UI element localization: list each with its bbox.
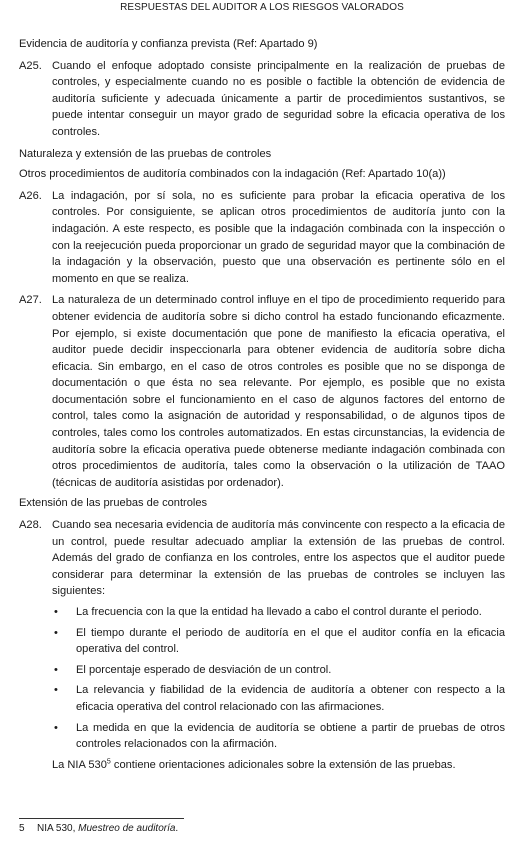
paragraph-text: Cuando sea necesaria evidencia de auditoría más convincente con respecto a la eficacia de un control, puede resultar adecuado ampliar la extensión de las pruebas de control. Además del grado de confianza en los controles, entre los aspectos que el auditor puede considerar para determinar la extensión de las pruebas de controles se incluyen las siguientes:: [52, 519, 505, 598]
bullet-icon: •: [54, 684, 58, 697]
paragraph-text: La indagación, por sí sola, no es suficiente para probar la eficacia operativa de los controles. Por consiguiente, se aplican otros procedimientos de auditoría junto con la indagación. A este respecto, es posible que la indagación combinada con la inspección o con la reejecución pueda proporcionar un grado de seguridad mayor que la combinación de la indagación y la observación, puesto que una observación es pertinente sólo en el momento en que se realiza.: [52, 189, 505, 285]
paragraph-a28: [19, 517, 505, 600]
list-item: • El tiempo durante el periodo de auditoría en el que el auditor confía en la eficacia operativa del control.: [52, 625, 505, 658]
paragraph-a26: [19, 188, 505, 288]
bullet-icon: •: [54, 721, 58, 734]
a28-bullet-list: [19, 604, 505, 753]
paragraph-number: A26.: [19, 189, 42, 202]
paragraph-a25: [19, 58, 505, 141]
bullet-icon: •: [54, 663, 58, 676]
footnote-text: NIA 530, Muestreo de auditoría.: [37, 823, 179, 834]
paragraph-number: A25.: [19, 59, 42, 72]
section-heading-indagacion: Otros procedimientos de auditoría combinados con la indagación (Ref: Apartado 10(a)): [19, 168, 446, 181]
paragraph-text: Cuando el enfoque adoptado consiste principalmente en la realización de pruebas de controles, y especialmente cuando no es posible o factible la obtención de evidencia de auditoría suficiente y adecuada únicamente a partir de procedimientos sustantivos, se puede intentar conseguir un mayor grado de seguridad sobre la eficacia operativa de los controles.: [52, 59, 505, 138]
footnote-divider: [19, 818, 184, 819]
bullet-icon: •: [54, 626, 58, 639]
section-heading-evidencia: Evidencia de auditoría y confianza prevista (Ref: Apartado 9): [19, 38, 318, 50]
list-item: • La medida en que la evidencia de auditoría se obtiene a partir de pruebas de otros controles relacionados con la afirmación.: [52, 720, 505, 753]
a28-closing-note: La NIA $530^5$ contiene orientaciones adicionales sobre la extensión de las pruebas.: [52, 758, 456, 771]
footnote-number: 5: [19, 823, 25, 834]
footnote: [19, 823, 178, 834]
footnote-ref[interactable]: 5: [106, 758, 111, 766]
list-item: • La relevancia y fiabilidad de la evidencia de auditoría a obtener con respecto a la eficacia operativa del control relacionado con las afirmaciones.: [52, 682, 505, 715]
paragraph-number: A28.: [19, 519, 42, 532]
list-item: • La frecuencia con la que la entidad ha llevado a cabo el control durante el periodo.: [52, 604, 505, 621]
paragraph-a27: [19, 292, 505, 491]
paragraph-number: A27.: [19, 294, 42, 307]
section-heading-naturaleza: Naturaleza y extensión de las pruebas de controles: [19, 147, 272, 160]
list-item: • El porcentaje esperado de desviación de un control.: [52, 662, 505, 679]
paragraph-text: La naturaleza de un determinado control influye en el tipo de procedimiento requerido para obtener evidencia de auditoría sobre si dicho control ha estado funcionando eficazmente. Por ejemplo, si existe documentación que pone de manifiesto la eficacia operativa, el auditor puede decidir inspeccionarla para obtener evidencia de auditoría sobre dicha eficacia. Sin embargo, en el caso de otros controles es posible que no se disponga de documentación o que ésta no sea relevante. Por ejemplo, es posible que no exista documentación sobre el funcionamiento en el caso de algunos factores del entorno de control, tales como la asignación de autoridad y responsabilidad, o de algunos tipos de controles, tales como los controles automatizados. En estas circunstancias, la evidencia de auditoría sobre la eficacia operativa puede obtenerse mediante indagación combinada con otros procedimientos de auditoría, tales como la observación o la utilización de TAAO (técnicas de auditoría asistidas por ordenador).: [52, 294, 505, 489]
bullet-icon: •: [54, 606, 58, 618]
running-header: RESPUESTAS DEL AUDITOR A LOS RIESGOS VALORADOS: [120, 2, 404, 13]
section-heading-extension: Extensión de las pruebas de controles: [19, 497, 208, 510]
